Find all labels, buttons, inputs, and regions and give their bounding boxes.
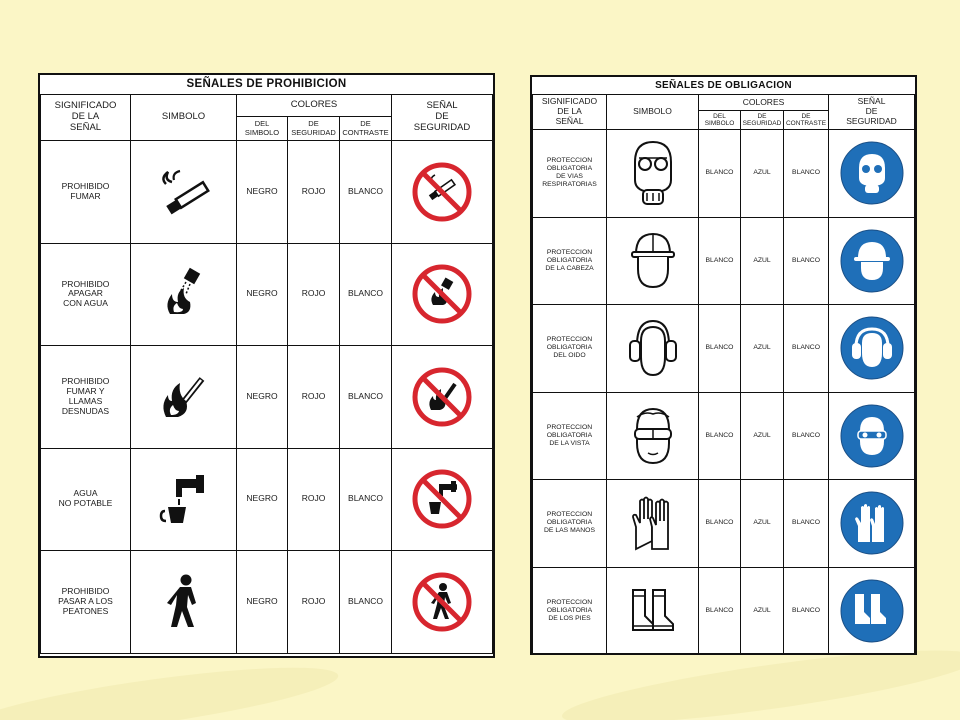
table-row xyxy=(41,346,493,449)
non-potable-water-sign-icon xyxy=(392,468,492,530)
sign-cell xyxy=(829,480,915,568)
symbol-color: BLANCO xyxy=(699,130,741,218)
goggles-icon xyxy=(607,405,698,467)
sign-meaning: AGUA NO POTABLE xyxy=(41,448,131,551)
header-color-safety: DE SEGURIDAD xyxy=(288,117,340,141)
safety-color: ROJO xyxy=(288,448,340,551)
symbol-color: BLANCO xyxy=(699,567,741,655)
contrast-color: BLANCO xyxy=(340,346,392,449)
contrast-color: BLANCO xyxy=(784,305,829,393)
safety-color: AZUL xyxy=(741,305,784,393)
contrast-color: BLANCO xyxy=(340,551,392,654)
header-color-contrast: DE CONTRASTE xyxy=(340,117,392,141)
table-row xyxy=(533,392,915,480)
safety-color: ROJO xyxy=(288,551,340,654)
safety-color: ROJO xyxy=(288,243,340,346)
safety-color: ROJO xyxy=(288,346,340,449)
header-colors: COLORES xyxy=(699,95,829,111)
contrast-color: BLANCO xyxy=(784,567,829,655)
sign-meaning: PROHIBIDO FUMAR xyxy=(41,141,131,244)
symbol-color: NEGRO xyxy=(237,243,288,346)
no-flames-sign-icon xyxy=(392,366,492,428)
symbol-color: NEGRO xyxy=(237,346,288,449)
symbol-cell xyxy=(131,243,237,346)
eye-protection-sign-icon xyxy=(829,403,914,469)
sign-meaning: PROHIBIDO PASAR A LOS PEATONES xyxy=(41,551,131,654)
header-symbol: SIMBOLO xyxy=(607,95,699,130)
sign-cell xyxy=(392,448,493,551)
symbol-cell xyxy=(607,217,699,305)
symbol-cell xyxy=(131,346,237,449)
faucet-cup-icon xyxy=(131,471,236,527)
sign-cell xyxy=(392,243,493,346)
prohibition-signs-panel xyxy=(38,73,495,658)
cigarette-icon xyxy=(131,166,236,218)
sign-cell xyxy=(829,217,915,305)
symbol-color: NEGRO xyxy=(237,448,288,551)
boots-icon xyxy=(607,586,698,636)
hard-hat-icon xyxy=(607,230,698,292)
symbol-color: BLANCO xyxy=(699,217,741,305)
water-on-fire-icon xyxy=(131,266,236,322)
symbol-color: NEGRO xyxy=(237,551,288,654)
ear-muffs-icon xyxy=(607,317,698,379)
sign-meaning: PROHIBIDO FUMAR Y LLAMAS DESNUDAS xyxy=(41,346,131,449)
sign-meaning: PROTECCION OBLIGATORIA DE LOS PIES xyxy=(533,567,607,655)
table-row xyxy=(533,480,915,568)
contrast-color: BLANCO xyxy=(784,480,829,568)
contrast-color: BLANCO xyxy=(784,130,829,218)
header-color-symbol: DEL SIMBOLO xyxy=(699,111,741,130)
header-color-safety: DE SEGURIDAD xyxy=(741,111,784,130)
no-water-extinguish-sign-icon xyxy=(392,263,492,325)
symbol-cell xyxy=(131,448,237,551)
header-color-contrast: DE CONTRASTE xyxy=(784,111,829,130)
sign-cell xyxy=(392,346,493,449)
foot-protection-sign-icon xyxy=(829,578,914,644)
symbol-cell xyxy=(131,551,237,654)
table-row xyxy=(41,448,493,551)
header-colors: COLORES xyxy=(237,95,392,117)
contrast-color: BLANCO xyxy=(340,448,392,551)
sign-meaning: PROTECCION OBLIGATORIA DE LA CABEZA xyxy=(533,217,607,305)
respirator-sign-icon xyxy=(829,140,914,206)
safety-color: AZUL xyxy=(741,567,784,655)
ear-protection-sign-icon xyxy=(829,315,914,381)
sign-cell xyxy=(392,551,493,654)
contrast-color: BLANCO xyxy=(784,217,829,305)
safety-color: AZUL xyxy=(741,480,784,568)
prohibition-table xyxy=(40,94,493,654)
background-stripe xyxy=(0,654,341,720)
obligation-signs-panel xyxy=(530,75,917,655)
pedestrian-icon xyxy=(131,572,236,632)
symbol-color: BLANCO xyxy=(699,305,741,393)
sign-meaning: PROTECCION OBLIGATORIA DE VIAS RESPIRATORIAS xyxy=(533,130,607,218)
header-symbol: SIMBOLO xyxy=(131,95,237,141)
sign-cell xyxy=(829,130,915,218)
symbol-cell xyxy=(607,480,699,568)
table-row xyxy=(533,130,915,218)
header-meaning: SIGNIFICADO DE LA SEÑAL xyxy=(41,95,131,141)
panel-title: SEÑALES DE PROHIBICION xyxy=(186,78,347,90)
gas-mask-icon xyxy=(607,140,698,206)
symbol-color: NEGRO xyxy=(237,141,288,244)
gloves-icon xyxy=(607,493,698,553)
table-row xyxy=(533,567,915,655)
safety-color: ROJO xyxy=(288,141,340,244)
table-row xyxy=(41,551,493,654)
panel-title: SEÑALES DE OBLIGACION xyxy=(655,80,792,91)
table-row xyxy=(41,243,493,346)
header-color-symbol: DEL SIMBOLO xyxy=(237,117,288,141)
hand-protection-sign-icon xyxy=(829,490,914,556)
table-row xyxy=(533,217,915,305)
contrast-color: BLANCO xyxy=(340,141,392,244)
sign-meaning: PROTECCION OBLIGATORIA DE LAS MANOS xyxy=(533,480,607,568)
symbol-cell xyxy=(131,141,237,244)
sign-cell xyxy=(829,305,915,393)
table-row xyxy=(533,305,915,393)
hard-hat-sign-icon xyxy=(829,228,914,294)
no-smoking-sign-icon xyxy=(392,161,492,223)
sign-cell xyxy=(829,392,915,480)
symbol-color: BLANCO xyxy=(699,392,741,480)
match-flame-icon xyxy=(131,369,236,425)
sign-meaning: PROTECCION OBLIGATORIA DE LA VISTA xyxy=(533,392,607,480)
header-meaning: SIGNIFICADO DE LA SEÑAL xyxy=(533,95,607,130)
no-pedestrians-sign-icon xyxy=(392,571,492,633)
obligation-table xyxy=(532,94,915,655)
header-sign: SEÑAL DE SEGURIDAD xyxy=(829,95,915,130)
symbol-color: BLANCO xyxy=(699,480,741,568)
contrast-color: BLANCO xyxy=(784,392,829,480)
symbol-cell xyxy=(607,130,699,218)
safety-color: AZUL xyxy=(741,217,784,305)
table-row xyxy=(41,141,493,244)
symbol-cell xyxy=(607,567,699,655)
sign-meaning: PROHIBIDO APAGAR CON AGUA xyxy=(41,243,131,346)
safety-color: AZUL xyxy=(741,392,784,480)
safety-color: AZUL xyxy=(741,130,784,218)
header-sign: SEÑAL DE SEGURIDAD xyxy=(392,95,493,141)
sign-cell xyxy=(392,141,493,244)
sign-cell xyxy=(829,567,915,655)
sign-meaning: PROTECCION OBLIGATORIA DEL OIDO xyxy=(533,305,607,393)
symbol-cell xyxy=(607,392,699,480)
symbol-cell xyxy=(607,305,699,393)
contrast-color: BLANCO xyxy=(340,243,392,346)
